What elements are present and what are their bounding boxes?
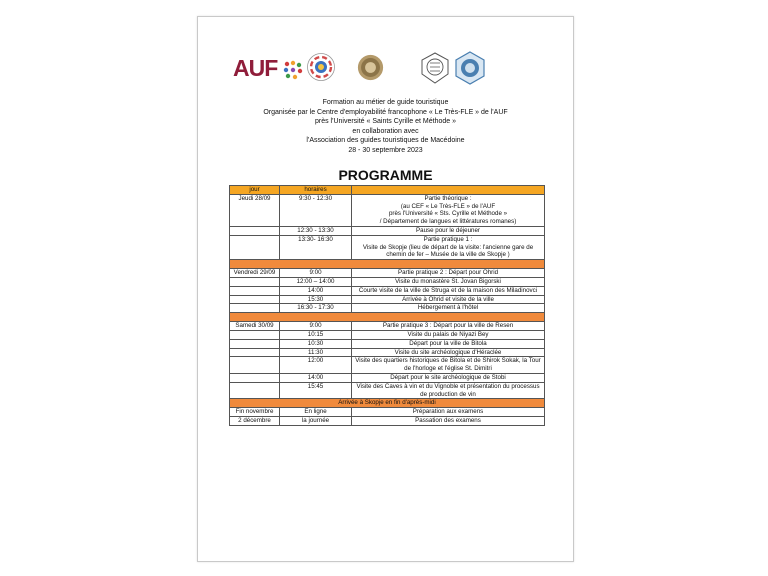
header-line: Formation au métier de guide touristique	[322, 99, 449, 106]
activity-cell: Préparation aux examens	[352, 408, 545, 417]
document-header	[198, 98, 573, 156]
separator-cell	[230, 260, 545, 269]
day-cell	[230, 295, 280, 304]
day-cell	[230, 304, 280, 313]
time-cell: 16:30 - 17:30	[280, 304, 352, 313]
activity-cell: Visite du monastère St. Jovan Bigorski	[352, 277, 545, 286]
activity-cell: Passation des examens	[352, 416, 545, 425]
time-cell: la journée	[280, 416, 352, 425]
table-row	[230, 286, 545, 295]
table-row	[230, 408, 545, 417]
page-title: PROGRAMME	[338, 167, 433, 183]
separator-cell	[230, 313, 545, 322]
table-row	[230, 295, 545, 304]
time-cell: 10:15	[280, 330, 352, 339]
auf-logo: AUF	[233, 55, 278, 81]
table-header-row	[230, 186, 545, 195]
header-day: jour	[230, 186, 280, 195]
programme-table	[229, 185, 545, 426]
table-row	[230, 194, 545, 226]
time-cell: 15:30	[280, 295, 352, 304]
time-cell: 12:00 – 14:00	[280, 277, 352, 286]
day-cell	[230, 286, 280, 295]
day-cell	[230, 277, 280, 286]
table-row	[230, 235, 545, 259]
day-cell	[230, 339, 280, 348]
auf-dots-icon	[281, 58, 305, 82]
activity-cell: Pause pour le déjeuner	[352, 226, 545, 235]
day-cell: Fin novembre	[230, 408, 280, 417]
table-row	[230, 373, 545, 382]
day-cell	[230, 382, 280, 399]
document-page	[197, 16, 574, 562]
table-row	[230, 322, 545, 331]
header-line: 28 - 30 septembre 2023	[348, 146, 423, 154]
header-line: Organisée par le Centre d'employabilité francophone « Le Très-FLE » de l'AUF	[263, 108, 508, 116]
activity-cell: Visite du site archéologique d'Héraclée	[352, 348, 545, 357]
time-cell: 11:30	[280, 348, 352, 357]
day-cell: Jeudi 28/09	[230, 194, 280, 226]
day-cell	[230, 235, 280, 259]
header-line: près l'Université « Saints Cyrille et Méthode »	[314, 118, 456, 126]
day-cell: Samedi 30/09	[230, 322, 280, 331]
header-line: l'Association des guides touristiques de Macédoine	[306, 137, 465, 145]
day-cell	[230, 373, 280, 382]
table-row	[230, 357, 545, 374]
activity-cell: Partie pratique 2 : Départ pour Ohrid	[352, 269, 545, 278]
day-cell	[230, 226, 280, 235]
university-crest-icon	[420, 52, 450, 84]
activity-cell: Visite des Caves à vin et du Vignoble et présentation du processus de production de vin	[352, 382, 545, 399]
time-cell: 13:30- 16:30	[280, 235, 352, 259]
table-row	[230, 416, 545, 425]
time-cell: 14:00	[280, 373, 352, 382]
table-row	[230, 330, 545, 339]
day-cell	[230, 330, 280, 339]
day-cell	[230, 348, 280, 357]
table-row	[230, 226, 545, 235]
time-cell: 9:30 - 12:30	[280, 194, 352, 226]
table-row	[230, 304, 545, 313]
time-cell: En ligne	[280, 408, 352, 417]
association-seal-icon	[357, 54, 384, 81]
activity-cell: Visite du palais de Niyazi Bey	[352, 330, 545, 339]
activity-cell: Partie pratique 1 : Visite de Skopje (lieu de départ de la visite: l'ancienne gare de chemin de fer – Musée de la ville de Skopje )	[352, 235, 545, 259]
time-cell: 9:00	[280, 322, 352, 331]
arrival-row	[230, 399, 545, 408]
time-cell: 9:00	[280, 269, 352, 278]
activity-cell: Hébergement à l'hôtel	[352, 304, 545, 313]
separator-row	[230, 260, 545, 269]
header-time: horaires	[280, 186, 352, 195]
day-cell: 2 décembre	[230, 416, 280, 425]
header-line: en collaboration avec	[352, 127, 419, 135]
table-row	[230, 348, 545, 357]
time-cell: 14:00	[280, 286, 352, 295]
day-cell	[230, 357, 280, 374]
time-cell: 12:00	[280, 357, 352, 374]
table-row	[230, 269, 545, 278]
activity-cell: Départ pour le site archéologique de Stobi	[352, 373, 545, 382]
activity-cell: Visite des quartiers historiques de Bitola et de Shirok Sokak, la Tour de l'horloge et l'église St. Dimitri	[352, 357, 545, 374]
time-cell: 12:30 - 13:30	[280, 226, 352, 235]
activity-cell: Départ pour la ville de Bitola	[352, 339, 545, 348]
logo-bar	[233, 49, 533, 89]
department-logo-icon	[453, 51, 487, 85]
time-cell: 10:30	[280, 339, 352, 348]
day-cell: Vendredi 29/09	[230, 269, 280, 278]
table-row	[230, 339, 545, 348]
activity-cell: Arrivée à Ohrid et visite de la ville	[352, 295, 545, 304]
table-row	[230, 277, 545, 286]
activity-cell: Courte visite de la ville de Struga et de la maison des Miladinovci	[352, 286, 545, 295]
time-cell: 15:45	[280, 382, 352, 399]
activity-cell: Partie théorique : (au CEF « Le Très-FLE » de l'AUF près l'Université « Sts. Cyrille et Méthode » / Département de langues et littératures romanes)	[352, 194, 545, 226]
activity-cell: Partie pratique 3 : Départ pour la ville de Resen	[352, 322, 545, 331]
cef-logo-icon	[306, 52, 336, 82]
header-activity	[352, 186, 545, 195]
separator-row	[230, 313, 545, 322]
arrival-cell: Arrivée à Skopje en fin d'après-midi	[230, 399, 545, 408]
table-row	[230, 382, 545, 399]
